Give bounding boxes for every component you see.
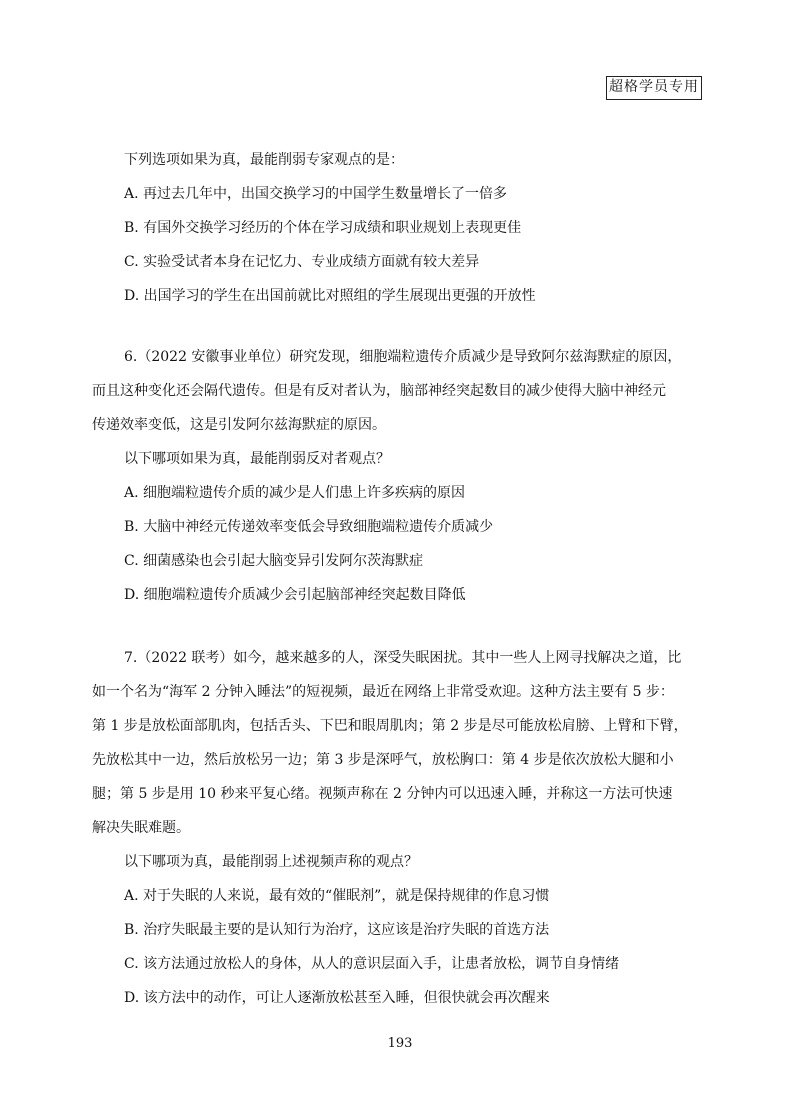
- passage-line: 解决失眠难题。: [92, 820, 190, 836]
- option-c: C. 细菌感染也会引起大脑变异引发阿尔茨海默症: [124, 553, 424, 569]
- passage-line: 而且这种变化还会隔代遗传。但是有反对者认为，脑部神经突起数目的减少使得大脑中神经元: [92, 383, 666, 399]
- option-a: A. 对于失眠的人来说，最有效的“催眠剂”，就是保持规律的作息习惯: [124, 888, 550, 904]
- question-5-options: [124, 143, 710, 313]
- question-stem: 以下哪项如果为真，最能削弱反对者观点？: [124, 451, 390, 467]
- option-d: D. 出国学习的学生在出国前就比对照组的学生展现出更强的开放性: [124, 288, 536, 304]
- passage-line: 6.（2022 安徽事业单位）研究发现，细胞端粒遗传介质减少是导致阿尔兹海默症的原因，: [124, 349, 682, 365]
- question-stem: 以下哪项为真，最能削弱上述视频声称的观点？: [124, 854, 418, 870]
- option-c: C. 该方法通过放松人的身体，从人的意识层面入手，让患者放松，调节自身情绪: [124, 956, 620, 972]
- option-a: A. 细胞端粒遗传介质的减少是人们患上许多疾病的原因: [124, 485, 466, 501]
- passage-line: 传递效率变低，这是引发阿尔兹海默症的原因。: [92, 417, 386, 433]
- option-d: D. 细胞端粒遗传介质减少会引起脑部神经突起数目降低: [124, 587, 466, 603]
- option-d: D. 该方法中的动作，可让人逐渐放松甚至入睡，但很快就会再次醒来: [124, 990, 550, 1006]
- passage-line: 如一个名为“海军 2 分钟入睡法”的短视频，最近在网络上非常受欢迎。这种方法主要有 5 步：: [92, 684, 674, 700]
- question-7: [92, 641, 710, 1015]
- question-7-passage: [92, 641, 710, 845]
- passage-line: 先放松其中一边，然后放松另一边；第 3 步是深呼气，放松胸口：第 4 步是依次放松大腿和小: [92, 752, 674, 768]
- page-number: 193: [387, 1036, 413, 1051]
- option-a: A. 再过去几年中，出国交换学习的中国学生数量增长了一倍多: [124, 186, 508, 202]
- option-b: B. 大脑中神经元传递效率变低会导致细胞端粒遗传介质减少: [124, 519, 494, 535]
- option-b: B. 有国外交换学习经历的个体在学习成绩和职业规划上表现更佳: [124, 220, 522, 236]
- student-exclusive-badge: 超格学员专用: [606, 76, 702, 100]
- question-stem: 下列选项如果为真，最能削弱专家观点的是：: [124, 152, 404, 168]
- passage-line: 腿；第 5 步是用 10 秒来平复心绪。视频声称在 2 分钟内可以迅速入睡，并称这一方法可快速: [92, 786, 673, 802]
- option-b: B. 治疗失眠最主要的是认知行为治疗，这应该是治疗失眠的首选方法: [124, 922, 550, 938]
- passage-line: 7.（2022 联考）如今，越来越多的人，深受失眠困扰。其中一些人上网寻找解决之道，比: [124, 650, 682, 666]
- question-6-passage: [92, 340, 710, 442]
- passage-line: 第 1 步是放松面部肌肉，包括舌头、下巴和眼周肌肉；第 2 步是尽可能放松肩膀、上臂和下臂，: [92, 718, 688, 734]
- option-c: C. 实验受试者本身在记忆力、专业成绩方面就有较大差异: [124, 254, 480, 270]
- question-6: [92, 340, 710, 612]
